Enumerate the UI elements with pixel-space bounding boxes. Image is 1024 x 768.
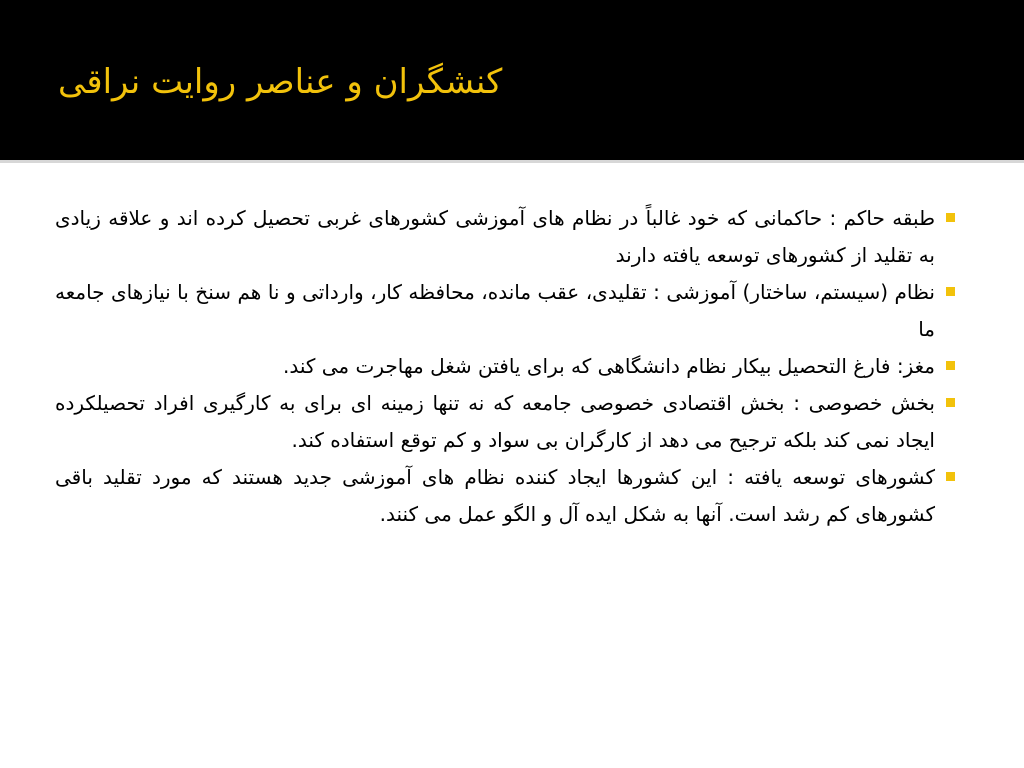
header-divider [0,160,1024,163]
bullet-text: مغز: فارغ التحصیل بیکار نظام دانشگاهی که برای یافتن شغل مهاجرت می کند. [282,354,935,378]
bullet-text: طبقه حاکم : حاکمانی که خود غالباً در نظام های آموزشی کشورهای غربی تحصیل کرده اند و علاقه زیادی به تقلید از کشورهای توسعه یافته دارند [55,206,935,267]
content-area [55,200,955,680]
bullet-text: نظام (سیستم، ساختار) آموزشی : تقلیدی، عقب مانده، محافظه کار، وارداتی و نا هم سنخ با نیازهای جامعه ما [55,280,935,341]
square-bullet-icon [946,287,955,296]
square-bullet-icon [946,472,955,481]
square-bullet-icon [946,361,955,370]
bullet-item-brain [55,348,955,385]
bullet-item-private-sector [55,385,955,459]
bullet-list [55,200,955,533]
slide-title: کنشگران و عناصر روایت نراقی [58,62,503,102]
bullet-text: کشورهای توسعه یافته : این کشورها ایجاد کننده نظام های آموزشی جدید هستند که مورد تقلید باقی کشورهای کم رشد است. آنها به شکل ایده آل و الگو عمل می کنند. [55,465,935,526]
bullet-text: بخش خصوصی : بخش اقتصادی خصوصی جامعه که نه تنها زمینه ای برای به کارگیری افراد تحصیلکرده ایجاد نمی کند بلکه ترجیح می دهد از کارگران بی سواد و کم توقع استفاده کند. [55,391,935,452]
bullet-item-developed-countries [55,459,955,533]
title-bar [0,0,1024,160]
square-bullet-icon [946,398,955,407]
square-bullet-icon [946,213,955,222]
bullet-item-education-system [55,274,955,348]
bullet-item-ruling-class [55,200,955,274]
